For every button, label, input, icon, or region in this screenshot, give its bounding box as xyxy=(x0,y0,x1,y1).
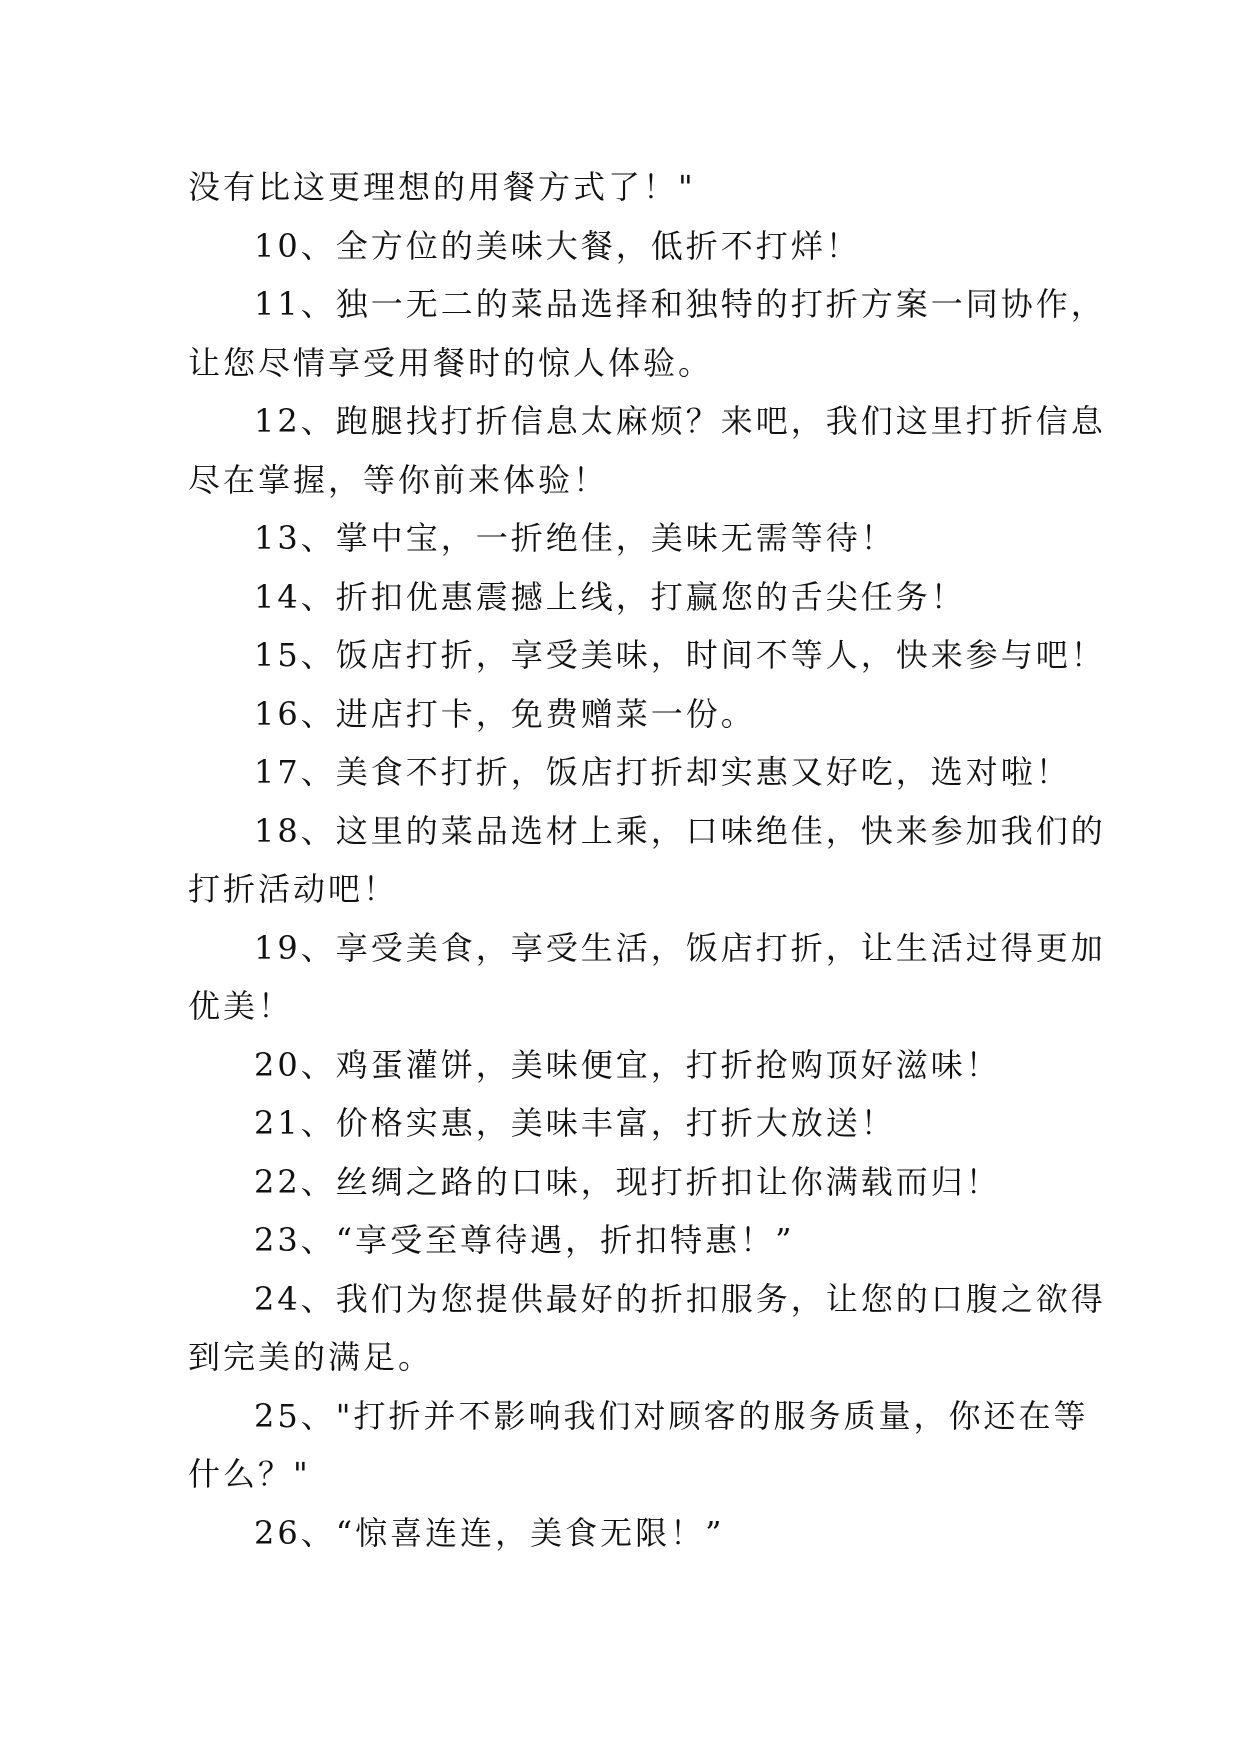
text-line: 17、美食不打折，饭店打折却实惠又好吃，选对啦！ xyxy=(254,753,1071,791)
text-line: 11、独一无二的菜品选择和独特的打折方案一同协作， xyxy=(254,285,1106,323)
text-line: 16、进店打卡，免费赠菜一份。 xyxy=(254,694,756,733)
text-line: 打折活动吧！ xyxy=(188,870,399,908)
document-body xyxy=(188,158,1106,1562)
text-line: 让您尽情享受用餐时的惊人体验。 xyxy=(188,343,714,382)
text-line: 12、跑腿找打折信息太麻烦？来吧，我们这里打折信息 xyxy=(254,402,1106,440)
text-line: 尽在掌握，等你前来体验！ xyxy=(188,460,609,499)
text-line: 25、"打折并不影响我们对顾客的服务质量，你还在等 xyxy=(254,1396,1089,1435)
text-line: 没有比这更理想的用餐方式了！" xyxy=(188,168,696,206)
text-line: 22、丝绸之路的口味，现打折扣让你满载而归！ xyxy=(254,1162,1001,1201)
text-line: 到完美的满足。 xyxy=(188,1338,434,1376)
text-line: 13、掌中宝，一折绝佳，美味无需等待！ xyxy=(254,519,896,557)
text-line: 14、折扣优惠震撼上线，打赢您的舌尖任务！ xyxy=(254,577,966,616)
text-line: 15、饭店打折，享受美味，时间不等人，快来参与吧！ xyxy=(254,636,1106,674)
text-line: 18、这里的菜品选材上乘，口味绝佳，快来参加我们的 xyxy=(254,811,1106,850)
text-line: 10、全方位的美味大餐，低折不打烊！ xyxy=(254,226,861,265)
text-line: 26、“惊喜连连，美食无限！” xyxy=(254,1513,725,1552)
text-line: 19、享受美食，享受生活，饭店打折，让生活过得更加 xyxy=(254,928,1106,967)
text-line: 24、我们为您提供最好的折扣服务，让您的口腹之欲得 xyxy=(254,1279,1106,1318)
text-line: 20、鸡蛋灌饼，美味便宜，打折抢购顶好滋味！ xyxy=(254,1045,1001,1084)
text-line: 优美！ xyxy=(188,987,294,1025)
text-line: 什么？" xyxy=(188,1455,311,1493)
text-line: 23、“享受至尊待遇，折扣特惠！” xyxy=(254,1221,795,1259)
text-line: 21、价格实惠，美味丰富，打折大放送！ xyxy=(254,1104,896,1142)
